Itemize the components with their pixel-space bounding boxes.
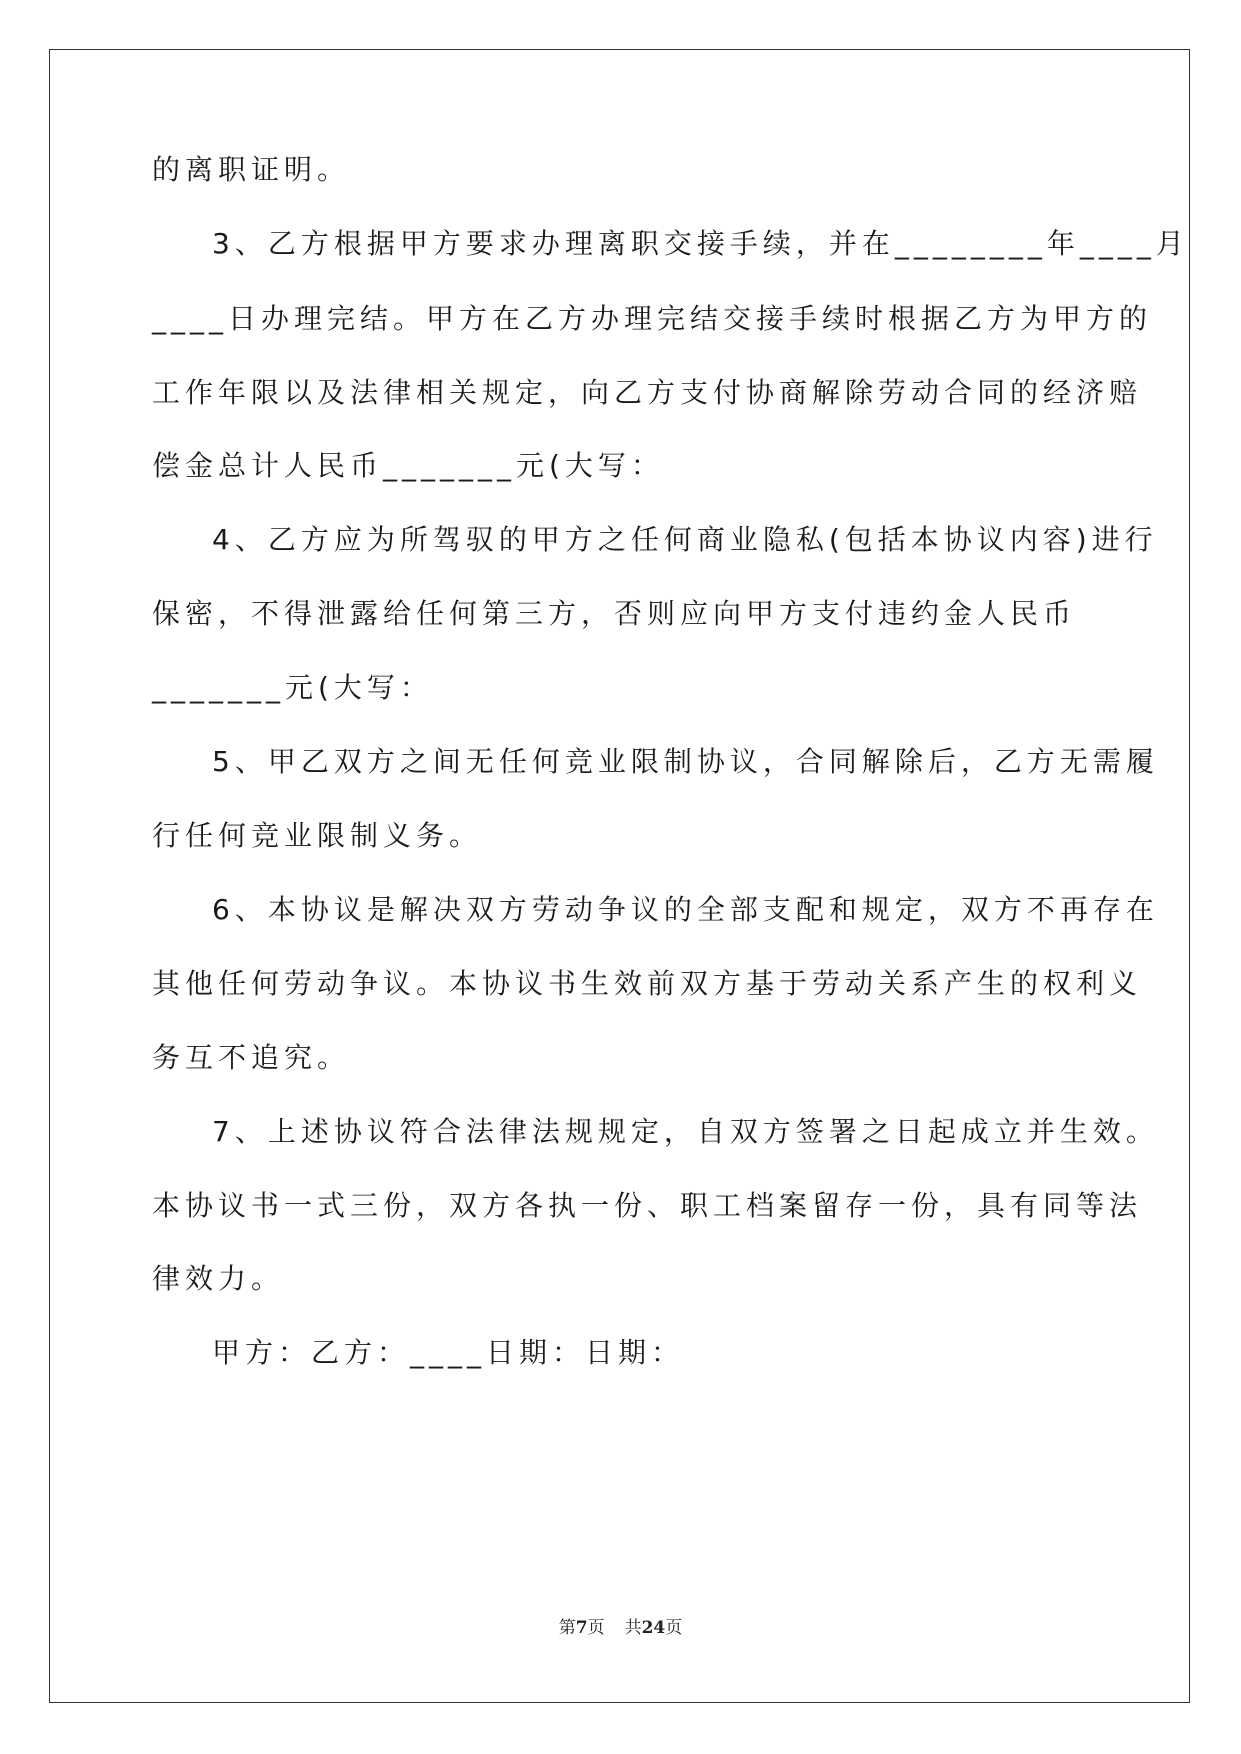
clause-3-line-4: 偿金总计人民币_______元(大写： bbox=[152, 449, 664, 482]
clause-6-line-1: 6、本协议是解决双方劳动争议的全部支配和规定，双方不再存在 bbox=[212, 893, 1159, 926]
page-footer bbox=[0, 1617, 1241, 1639]
total-prefix: 共 bbox=[624, 1618, 642, 1638]
signature-line: 甲方：乙方：____日期：日期： bbox=[212, 1336, 685, 1369]
page-suffix: 页 bbox=[587, 1618, 605, 1638]
clause-3-line-1: 3、乙方根据甲方要求办理离职交接手续，并在________年____月 bbox=[212, 227, 1189, 260]
total-page-number: 24 bbox=[641, 1618, 666, 1638]
clause-4-line-1: 4、乙方应为所驾驭的甲方之任何商业隐私(包括本协议内容)进行 bbox=[212, 523, 1158, 556]
clause-5-line-1: 5、甲乙双方之间无任何竞业限制协议，合同解除后，乙方无需履 bbox=[212, 745, 1159, 778]
clause-5-line-2: 行任何竞业限制义务。 bbox=[152, 819, 483, 852]
clause-7-line-2: 本协议书一式三份，双方各执一份、职工档案留存一份，具有同等法 bbox=[152, 1189, 1143, 1222]
page-prefix: 第 bbox=[558, 1618, 576, 1638]
clause-7-line-1: 7、上述协议符合法律法规规定，自双方签署之日起成立并生效。 bbox=[212, 1115, 1159, 1148]
clause-3-line-3: 工作年限以及法律相关规定，向乙方支付协商解除劳动合同的经济赔 bbox=[152, 376, 1143, 409]
clause-6-line-3: 务互不追究。 bbox=[152, 1041, 351, 1074]
total-suffix: 页 bbox=[665, 1618, 683, 1638]
clause-4-line-3: _______元(大写： bbox=[152, 671, 433, 704]
clause-4-line-2: 保密，不得泄露给任何第三方，否则应向甲方支付违约金人民币 bbox=[152, 597, 1077, 630]
current-page-number: 7 bbox=[575, 1618, 588, 1638]
clause-3-line-2: ____日办理完结。甲方在乙方办理完结交接手续时根据乙方为甲方的 bbox=[152, 302, 1153, 335]
page-border bbox=[49, 49, 1190, 1703]
text-line: 的离职证明。 bbox=[152, 153, 351, 186]
clause-6-line-2: 其他任何劳动争议。本协议书生效前双方基于劳动关系产生的权利义 bbox=[152, 967, 1143, 1000]
clause-7-line-3: 律效力。 bbox=[152, 1262, 285, 1295]
